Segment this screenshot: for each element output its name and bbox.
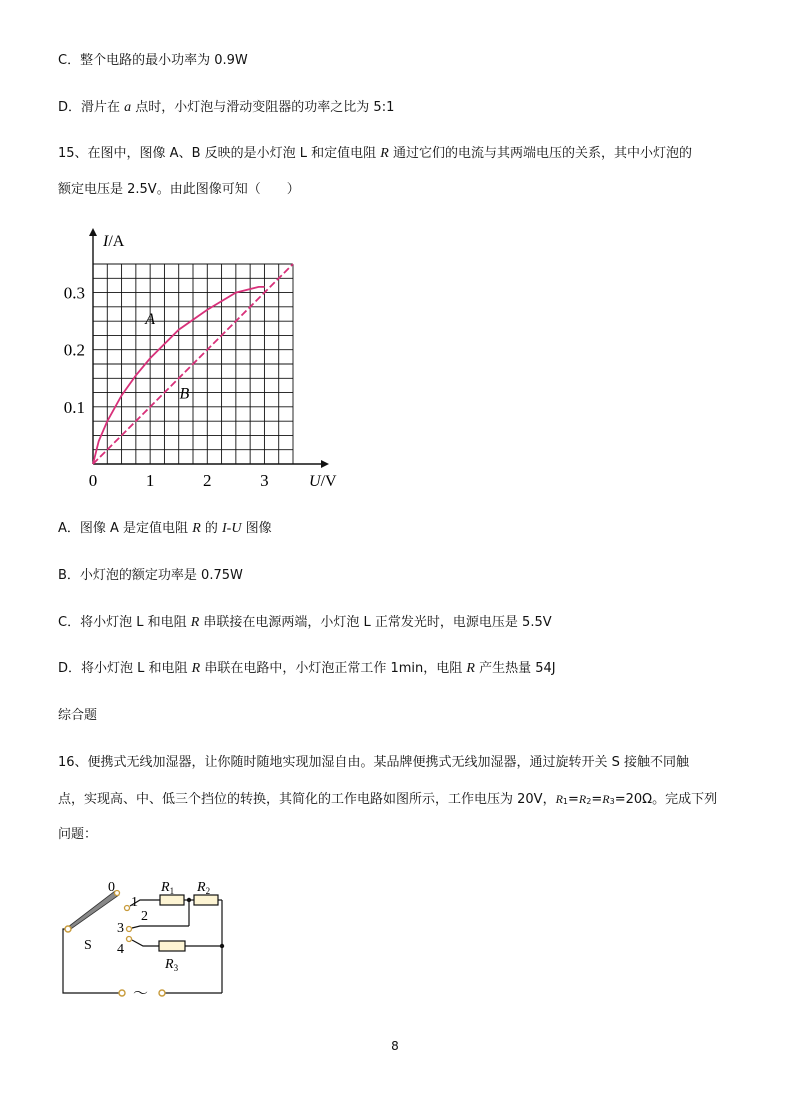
q15-option-d-mid: 串联在电路中，小灯泡正常工作 1min，电阻 <box>200 661 467 676</box>
q16-line2 <box>58 790 717 811</box>
option-c-prev: C．整个电路的最小功率为 0.9W <box>58 53 248 68</box>
option-d-prev-post: 点时，小灯泡与滑动变阻器的功率之比为 5:1 <box>131 100 395 115</box>
q15-option-c-var: R <box>190 615 200 630</box>
circuit-diagram <box>55 873 235 1008</box>
q15-option-d-post: 产生热量 54J <box>474 661 556 676</box>
r1-label <box>160 880 174 896</box>
q16-r1-sub: 1 <box>562 797 569 806</box>
q16-line3: 问题： <box>58 827 98 842</box>
x-tick-label: 0 <box>88 471 98 490</box>
series-a-label: A <box>145 311 156 328</box>
option-d-prev-var: a <box>124 100 132 115</box>
x-tick-label: 1 <box>145 471 155 490</box>
junction-node2 <box>187 898 191 902</box>
contact-4 <box>127 937 132 942</box>
terminal-left <box>119 990 125 996</box>
junction-right <box>220 944 224 948</box>
q15-stem-var: R <box>380 146 389 161</box>
q15-option-b: B．小灯泡的额定功率是 0.75W <box>58 568 243 583</box>
q15-option-a-post: 图像 <box>241 521 272 536</box>
y-axis-var: I <box>103 233 109 250</box>
q16-line2-post: =20Ω。完成下列 <box>614 792 718 807</box>
resistor-r2 <box>194 895 218 905</box>
resistor-r1 <box>160 895 184 905</box>
q16-r1: R <box>555 792 563 806</box>
q16-r2-sub: 2 <box>586 797 592 806</box>
r1-letter: R <box>161 880 170 895</box>
r3-label <box>164 957 179 973</box>
wire-contact3 <box>132 926 189 928</box>
y-tick-label: 0.3 <box>63 283 85 303</box>
contact-label-3: 3 <box>117 921 124 936</box>
r3-letter: R <box>165 957 174 972</box>
r2-subscript: 2 <box>205 886 211 896</box>
q16-r2: R <box>578 792 587 806</box>
q15-option-c <box>58 614 552 632</box>
switch-pivot <box>65 926 71 932</box>
r2-letter: R <box>197 880 206 895</box>
r1-subscript: 1 <box>169 886 175 896</box>
contact-label-0: 0 <box>108 880 115 895</box>
section-title: 综合题 <box>58 708 98 723</box>
switch-blade <box>68 891 119 931</box>
switch-label: S <box>84 938 92 953</box>
x-axis-unit: /V <box>320 473 337 490</box>
q15-stem-line1 <box>58 145 692 163</box>
y-axis-label <box>102 233 125 250</box>
q15-option-a-mid: 的 <box>200 521 223 536</box>
y-tick-label: 0.2 <box>63 340 85 360</box>
q16-eq2: = <box>591 792 603 807</box>
iu-chart <box>55 222 365 502</box>
series-b-label: B <box>179 385 190 403</box>
x-tick-label: 2 <box>203 471 212 490</box>
q15-option-d <box>58 660 556 678</box>
y-axis-unit: /A <box>108 233 125 250</box>
q15-option-a-var1: R <box>192 521 201 536</box>
contact-3 <box>127 927 132 932</box>
resistor-r3 <box>159 941 185 951</box>
contact-label-2: 2 <box>141 909 148 924</box>
q16-r3-sub: 3 <box>609 797 615 806</box>
contact-label-1: 1 <box>131 895 138 910</box>
q15-option-d-var: R <box>191 661 201 676</box>
q15-stem-line2: 额定电压是 2.5V。由此图像可知（ ） <box>58 182 300 197</box>
q15-option-a <box>58 520 272 538</box>
wire-contact4 <box>132 940 159 946</box>
x-axis-label <box>309 473 337 490</box>
q15-option-a-pre: A．图像 A 是定值电阻 <box>58 521 193 536</box>
contact-0 <box>115 891 120 896</box>
x-axis-var: U <box>309 473 321 490</box>
contact-label-4: 4 <box>117 942 124 957</box>
y-tick-label: 0.1 <box>63 397 85 417</box>
q16-r3: R <box>602 792 610 806</box>
ac-source-symbol: ～ <box>133 986 149 1002</box>
q15-option-c-post: 串联接在电源两端，小灯泡 L 正常发光时，电源电压是 5.5V <box>199 615 552 630</box>
q16-line1: 16、便携式无线加湿器，让你随时随地实现加湿自由。某品牌便携式无线加湿器，通过旋转开关 S 接触不同触 <box>58 755 690 770</box>
terminal-right <box>159 990 165 996</box>
q15-stem-post: 通过它们的电流与其两端电压的关系，其中小灯泡的 <box>388 146 692 161</box>
contact-1 <box>125 906 130 911</box>
r3-subscript: 3 <box>173 963 179 973</box>
option-d-prev <box>58 99 394 117</box>
q16-line2-pre: 点，实现高、中、低三个挡位的转换，其简化的工作电路如图所示，工作电压为 20V， <box>58 792 556 807</box>
q15-option-d-pre: D．将小灯泡 L 和电阻 <box>58 661 192 676</box>
x-tick-label: 3 <box>260 471 269 490</box>
option-d-prev-pre: D．滑片在 <box>58 100 125 115</box>
page-number: 8 <box>391 1039 399 1053</box>
r2-label <box>196 880 210 896</box>
q15-option-c-pre: C．将小灯泡 L 和电阻 <box>58 615 191 630</box>
q15-option-d-var2: R <box>466 661 475 676</box>
q16-eq1: = <box>568 792 579 807</box>
q15-option-a-var2: I-U <box>222 521 242 536</box>
q15-stem-pre: 15、在图中，图像 A、B 反映的是小灯泡 L 和定值电阻 <box>58 146 381 161</box>
